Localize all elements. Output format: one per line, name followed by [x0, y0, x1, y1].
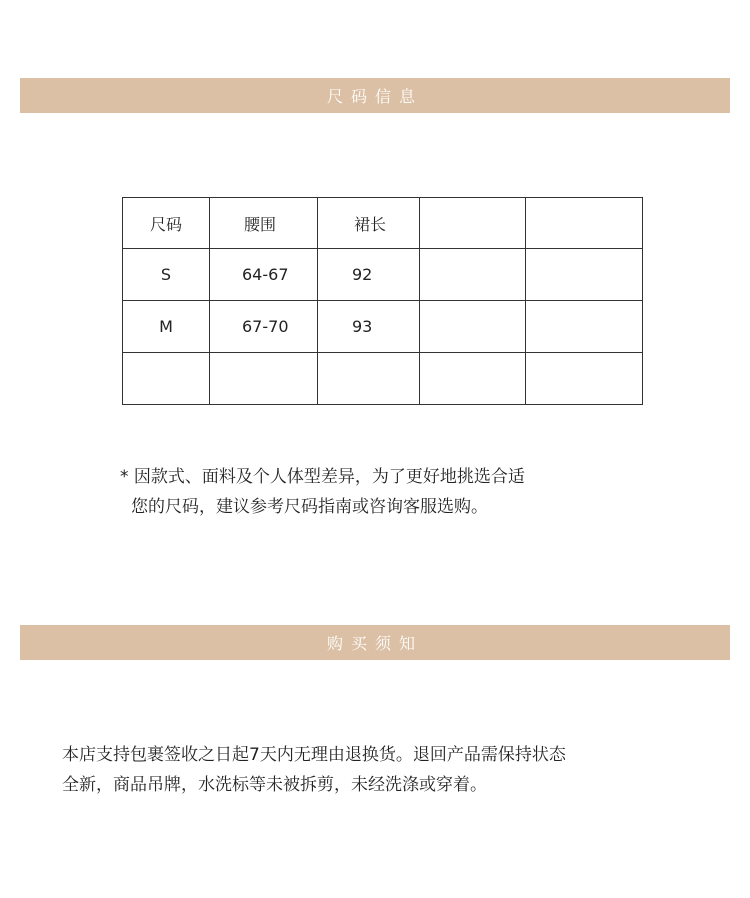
cell-size [123, 353, 210, 405]
table-row [123, 301, 643, 353]
cell-empty [526, 301, 643, 353]
purchase-notice-banner [20, 625, 730, 660]
purchase-notice-line-1: 本店支持包裹签收之日起7天内无理由退换货。退回产品需保持状态 [62, 745, 566, 765]
cell-empty [526, 249, 643, 301]
cell-size: M [123, 301, 210, 353]
size-note-line-2: 您的尺码，建议参考尺码指南或咨询客服选购。 [131, 497, 488, 517]
size-table [122, 197, 643, 405]
cell-empty [420, 301, 526, 353]
size-note-line-1: * 因款式、面料及个人体型差异，为了更好地挑选合适 [120, 467, 525, 487]
header-size: 尺码 [123, 198, 210, 249]
purchase-notice-text [62, 740, 566, 800]
header-waist: 腰围 [210, 198, 318, 249]
header-skirt-length: 裙长 [318, 198, 420, 249]
cell-waist [210, 353, 318, 405]
purchase-notice-line-2: 全新，商品吊牌，水洗标等未被拆剪，未经洗涤或穿着。 [62, 775, 487, 795]
size-table-header-row [123, 198, 643, 249]
cell-empty [420, 353, 526, 405]
purchase-notice-title: 购买须知 [326, 634, 423, 653]
header-empty-2 [526, 198, 643, 249]
cell-empty [526, 353, 643, 405]
cell-waist: 67-70 [210, 301, 318, 353]
table-row [123, 249, 643, 301]
size-info-title: 尺码信息 [326, 87, 423, 106]
cell-length: 92 [318, 249, 420, 301]
header-empty-1 [420, 198, 526, 249]
cell-length: 93 [318, 301, 420, 353]
size-info-banner [20, 78, 730, 113]
size-note [120, 462, 525, 522]
table-row [123, 353, 643, 405]
cell-waist: 64-67 [210, 249, 318, 301]
cell-length [318, 353, 420, 405]
cell-empty [420, 249, 526, 301]
cell-size: S [123, 249, 210, 301]
